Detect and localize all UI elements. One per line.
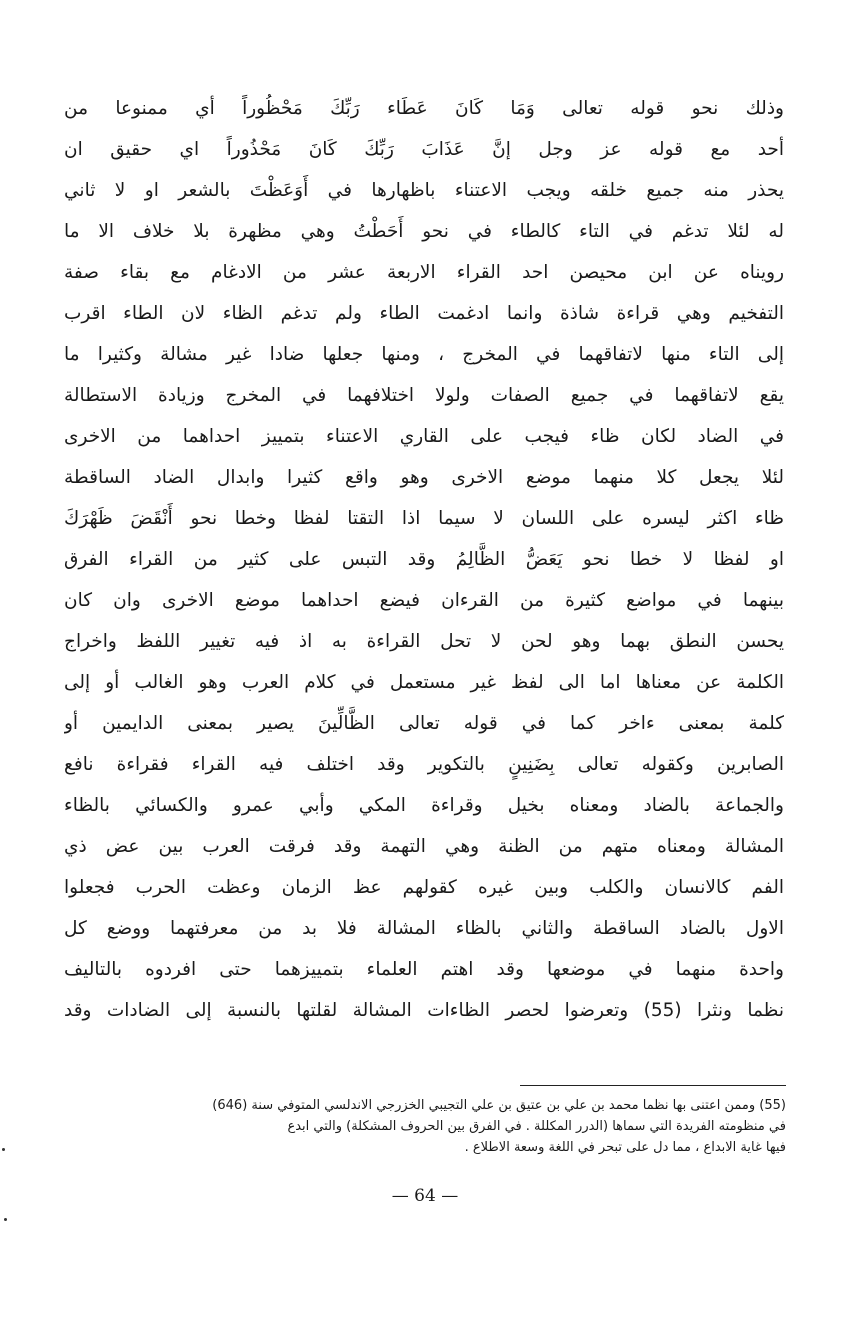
text-line: او لفظا لا خطا نحو يَعَضُّ الظَّالِمُ وقد التبس على كثير من القراء الفرق: [64, 549, 784, 570]
text-line: في الضاد لكان ظاء فيجب على القاري الاعتناء بتمييز احداهما من الاخرى: [64, 426, 784, 447]
text-line: له لئلا تدغم في التاء كالطاء في نحو أَحَطْتُ وهي مظهرة بلا خلاف الا ما: [64, 221, 784, 242]
text-line: ظاء اكثر ليسره على اللسان لا سيما اذا التقتا لفظا وخطا نحو أَنْقَضَ ظَهْرَكَ: [64, 508, 784, 529]
footnote-divider: [520, 1085, 786, 1086]
scan-speck: [2, 1148, 5, 1151]
text-line: كلمة بمعنى ءاخر كما في قوله تعالى الظَّالِّينَ يصير بمعنى الدايمين أو: [64, 713, 784, 734]
text-line: الفم كالانسان والكلب وبين غيره كقولهم عظ الزمان وعظت الحرب فجعلوا: [64, 877, 784, 898]
text-line: يحذر منه جميع خلقه ويجب الاعتناء باظهارها في أَوَعَظْتَ بالشعر او لا ثاني: [64, 180, 784, 201]
text-line: الصابرين وكقوله تعالى بِضَنِينٍ بالتكوير وقد اختلف فيه القراء فقراءة نافع: [64, 754, 784, 775]
text-line: أحد مع قوله عز وجل إنَّ عَذَابَ رَبِّكَ كَانَ مَحْذُوراً اي حقيق ان: [64, 139, 784, 160]
main-text: [64, 88, 784, 1031]
text-line: المشالة ومعناه متهم من الظنة وهي التهمة وقد فرقت العرب بين عض ذي: [64, 836, 784, 857]
page-number: — 64 —: [391, 1186, 459, 1206]
text-line: والجماعة بالضاد ومعناه بخيل وقراءة المكي وأبي عمرو والكسائي بالظاء: [64, 795, 784, 816]
text-line: بينهما في مواضع كثيرة من القرءان فيضع احداهما موضع الاخرى وان كان: [64, 590, 784, 611]
text-line: وذلك نحو قوله تعالى وَمَا كَانَ عَطَاء رَبِّكَ مَحْظُوراً أي ممنوعا من: [64, 98, 784, 119]
footnotes: [66, 1095, 786, 1158]
text-line: لئلا يجعل كلا منهما موضع الاخرى وهو واقع كثيرا وابدال الضاد الساقطة: [64, 467, 784, 488]
scan-speck: [4, 1218, 7, 1221]
text-line: التفخيم وهي قراءة شاذة وانما ادغمت الطاء ولم تدغم الظاء لان الطاء اقرب: [64, 303, 784, 324]
text-line: رويناه عن ابن محيصن احد القراء الاربعة عشر من الادغام مع بقاء صفة: [64, 262, 784, 283]
footnote-line: في منظومته الفريدة التي سماها (الدرر المكللة . في الفرق بين الحروف المشكلة) والتي ابدع: [287, 1119, 786, 1134]
text-line: واحدة منهما في موضعها وقد اهتم العلماء بتمييزهما حتى افردوه بالتاليف: [64, 959, 784, 980]
text-line: الكلمة عن معناها اما الى لفظ غير مستعمل في كلام العرب وهو الغالب أو إلى: [64, 672, 784, 693]
text-line: نظما ونثرا (55) وتعرضوا لحصر الظاءات المشالة لقلتها بالنسبة إلى الضادات وقد: [64, 1000, 784, 1021]
text-line: يقع لاتفاقهما في جميع الصفات ولولا اختلافهما في المخرج وزيادة الاستطالة: [64, 385, 784, 406]
text-line: الاول بالضاد الساقطة والثاني بالظاء المشالة فلا بد من معرفتهما ووضع كل: [64, 918, 784, 939]
footnote-line: فيها غاية الابداع ، مما دل على تبحر في اللغة وسعة الاطلاع .: [464, 1140, 786, 1155]
text-line: إلى التاء منها لاتفاقهما في المخرج ، ومنها جعلها ضادا غير مشالة وكثيرا ما: [64, 344, 784, 365]
footnote-line: (55) وممن اعتنى بها نظما محمد بن علي بن عتيق بن علي التجيبي الخزرجي الاندلسي المتوفي سنة (646): [212, 1098, 786, 1113]
text-line: يحسن النطق بهما وهو لحن لا تحل القراءة به اذ فيه تغيير اللفظ واخراج: [64, 631, 784, 652]
